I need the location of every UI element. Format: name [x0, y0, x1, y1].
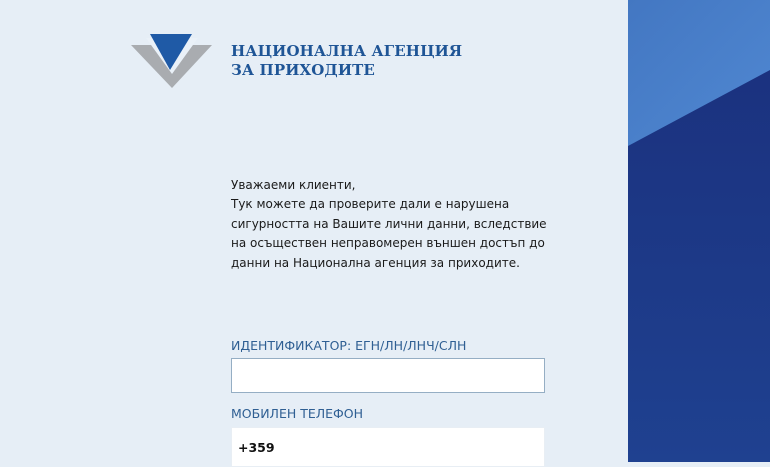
identifier-input[interactable]: [231, 358, 545, 393]
agency-name-line2: ЗА ПРИХОДИТЕ: [231, 61, 375, 79]
mobile-phone-input[interactable]: [231, 427, 545, 467]
mobile-phone-label: МОБИЛЕН ТЕЛЕФОН: [231, 406, 364, 421]
decorative-blue-panel: [628, 0, 770, 462]
identifier-label: ИДЕНТИФИКАТОР: ЕГН/ЛН/ЛНЧ/СЛН: [231, 338, 467, 353]
intro-text: [231, 176, 561, 273]
agency-name: [231, 42, 462, 80]
intro-line: Тук можете да проверите дали е нарушена: [231, 197, 510, 212]
intro-line: на осъществен неправомерен външен достъп до: [231, 236, 545, 251]
nra-chevron-logo-icon: [128, 30, 218, 92]
intro-line: Уважаеми клиенти,: [231, 178, 356, 192]
intro-line: данни на Национална агенция за приходите.: [231, 255, 520, 270]
intro-line: сигурността на Вашите лични данни, вследствие: [231, 216, 547, 231]
agency-name-line1: НАЦИОНАЛНА АГЕНЦИЯ: [231, 42, 463, 60]
